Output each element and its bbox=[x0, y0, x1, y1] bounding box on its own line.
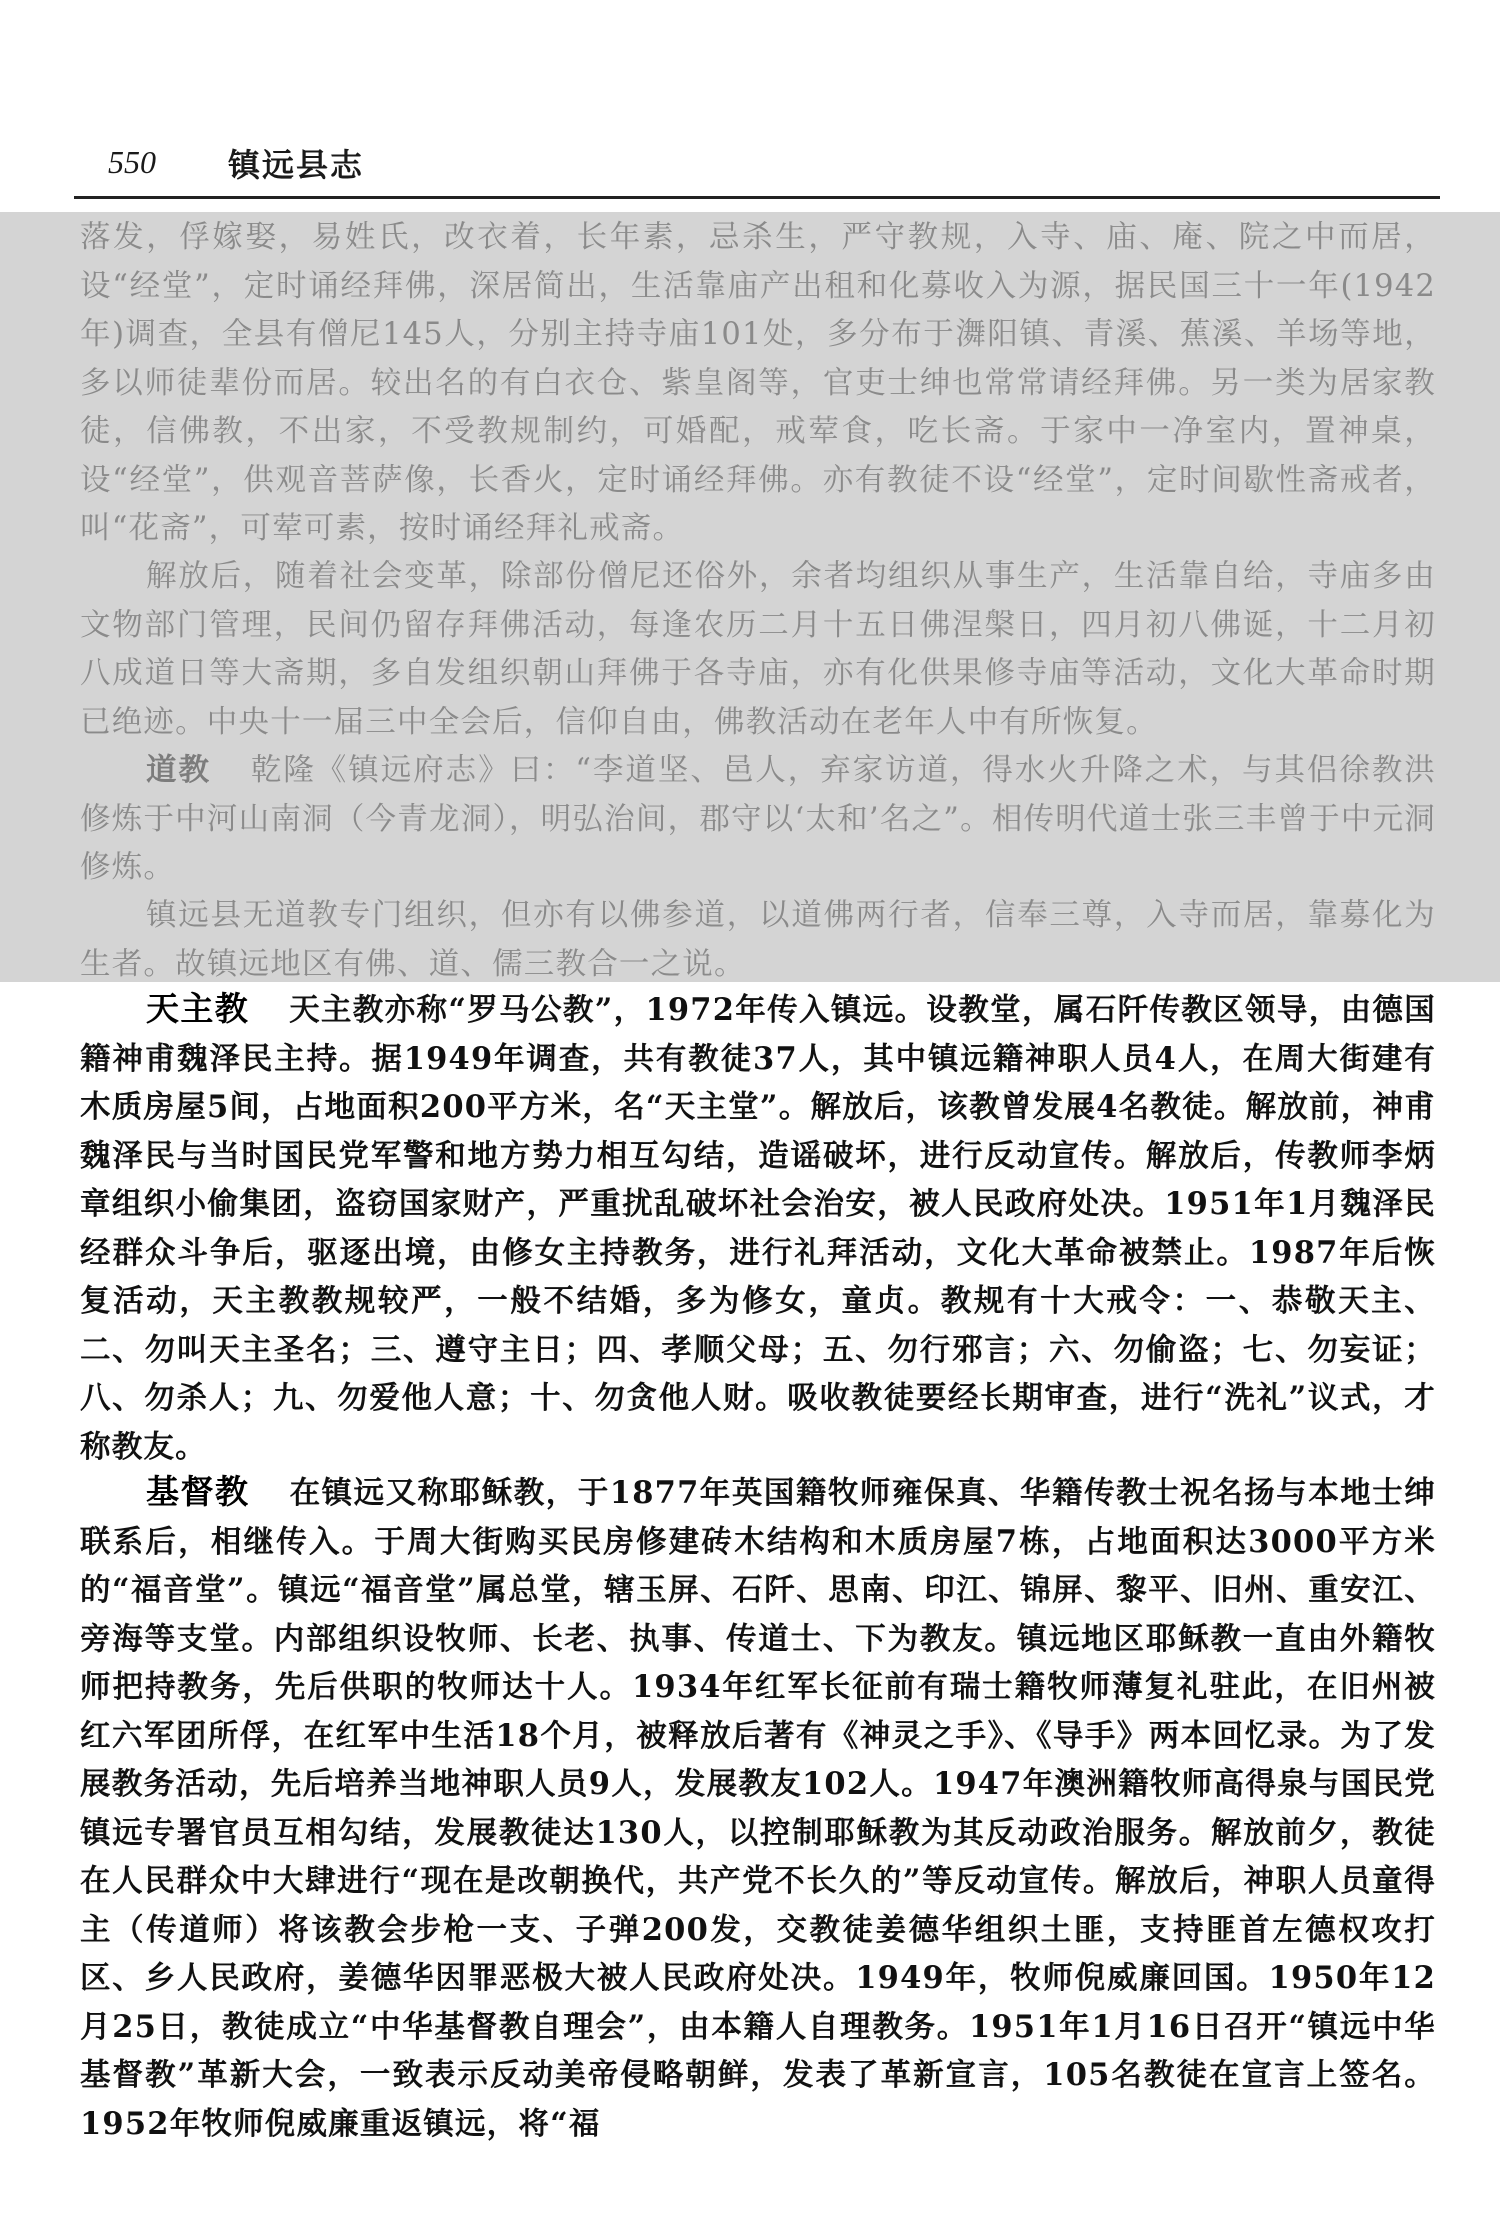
catholicism-paragraph bbox=[80, 985, 1436, 1471]
page-header bbox=[108, 140, 1438, 190]
book-title: 镇远县志 bbox=[228, 146, 365, 184]
paragraph-text: 天主教亦称“罗马公教”，1972年传入镇远。设教堂，属石阡传教区领导，由德国籍神甫魏泽民主持。据1949年调查，共有教徒37人，其中镇远籍神职人员4人，在周大街建有木质房屋5间，占地面积200平方米，名“天主堂”。解放后，该教曾发展4名教徒。解放前，神甫魏泽民与当时国民党军警和地方势力相互勾结，造谣破坏，进行反动宣传。解放后，传教师李炳章组织小偷集团，盗窃国家财产，严重扰乱破坏社会治安，被人民政府处决。1951年1月魏泽民经群众斗争后，驱逐出境，由修女主持教务，进行礼拜活动，文化大革命被禁止。1987年后恢复活动，天主教教规较严，一般不结婚，多为修女，童贞。教规有十大戒令：一、恭敬天主、二、勿叫天主圣名；三、遵守主日；四、孝顺父母；五、勿行邪言；六、勿偷盗；七、勿妄证；八、勿杀人；九、勿爱他人意；十、勿贪他人财。吸收教徒要经长期审查，进行“洗礼”议式，才称教友。 bbox=[80, 992, 1436, 1465]
section-heading-christianity: 基督教 bbox=[146, 1472, 250, 1511]
section-heading-taoism: 道教 bbox=[146, 753, 211, 788]
taoism-paragraph-2 bbox=[80, 892, 1436, 989]
paragraph-text: 镇远县无道教专门组织，但亦有以佛参道，以道佛两行者，信奉三尊，入寺而居，靠募化为生者。故镇远地区有佛、道、儒三教合一之说。 bbox=[80, 898, 1436, 982]
paragraph-text: 解放后，随着社会变革，除部份僧尼还俗外，余者均组织从事生产，生活靠自给，寺庙多由文物部门管理，民间仍留存拜佛活动，每逢农历二月十五日佛涅槃日，四月初八佛诞，十二月初八成道日等大斋期，多自发组织朝山拜佛于各寺庙，亦有化供果修寺庙等活动，文化大革命时期已绝迹。中央十一届三中全会后，信仰自由，佛教活动在老年人中有所恢复。 bbox=[80, 559, 1436, 740]
buddhism-paragraph-1 bbox=[80, 214, 1436, 554]
taoism-paragraph bbox=[80, 747, 1436, 893]
page-number: 550 bbox=[108, 144, 156, 180]
paragraph-text: 在镇远又称耶稣教，于1877年英国籍牧师雍保真、华籍传教士祝名扬与本地士绅联系后，相继传入。于周大街购买民房修建砖木结构和木质房屋7栋，占地面积达3000平方米的“福音堂”。镇远“福音堂”属总堂，辖玉屏、石阡、思南、印江、锦屏、黎平、旧州、重安江、旁海等支堂。内部组织设牧师、长老、执事、传道士、下为教友。镇远地区耶稣教一直由外籍牧师把持教务，先后供职的牧师达十人。1934年红军长征前有瑞士籍牧师薄复礼驻此，在旧州被红六军团所俘，在红军中生活18个月，被释放后著有《神灵之手》、《导手》两本回忆录。为了发展教务活动，先后培养当地神职人员9人，发展教友102人。1947年澳洲籍牧师高得泉与国民党镇远专署官员互相勾结，发展教徒达130人，以控制耶稣教为其反动政治服务。解放前夕，教徒在人民群众中大肆进行“现在是改朝换代，共产党不长久的”等反动宣传。解放后，神职人员童得主（传道师）将该教会步枪一支、子弹200发，交教徒姜德华组织土匪，支持匪首左德权攻打区、乡人民政府，姜德华因罪恶极大被人民政府处决。1949年，牧师倪威廉回国。1950年12月25日，教徒成立“中华基督教自理会”，由本籍人自理教务。1951年1月16日召开“镇远中华基督教”革新大会，一致表示反动美帝侵略朝鲜，发表了革新宣言，105名教徒在宣言上签名。1952年牧师倪威廉重返镇远，将“福 bbox=[80, 1475, 1436, 2142]
buddhism-paragraph-2 bbox=[80, 553, 1436, 747]
header-rule bbox=[74, 196, 1440, 199]
paragraph-text: 乾隆《镇远府志》曰：“李道坚、邑人，弃家访道，得水火升降之术，与其侣徐教洪修炼于中河山南洞（今青龙洞），明弘治间，郡守以‘太和’名之”。相传明代道士张三丰曾于中元洞修炼。 bbox=[80, 753, 1436, 885]
paragraph-text: 落发，俘嫁娶，易姓氏，改衣着，长年素，忌杀生，严守教规，入寺、庙、庵、院之中而居，设“经堂”，定时诵经拜佛，深居简出，生活靠庙产出租和化募收入为源，据民国三十一年(1942年)调查，全县有僧尼145人，分别主持寺庙101处，多分布于㵲阳镇、青溪、蕉溪、羊场等地，多以师徒辈份而居。较出名的有白衣仓、紫皇阁等，官吏士绅也常常请经拜佛。另一类为居家教徒，信佛教，不出家，不受教规制约，可婚配，戒荤食，吃长斋。于家中一净室内，置神桌，设“经堂”，供观音菩萨像，长香火，定时诵经拜佛。亦有教徒不设“经堂”，定时间歇性斋戒者，叫“花斋”，可荤可素，按时诵经拜礼戒斋。 bbox=[80, 220, 1436, 546]
christianity-paragraph bbox=[80, 1468, 1436, 2148]
section-heading-catholicism: 天主教 bbox=[146, 989, 250, 1028]
